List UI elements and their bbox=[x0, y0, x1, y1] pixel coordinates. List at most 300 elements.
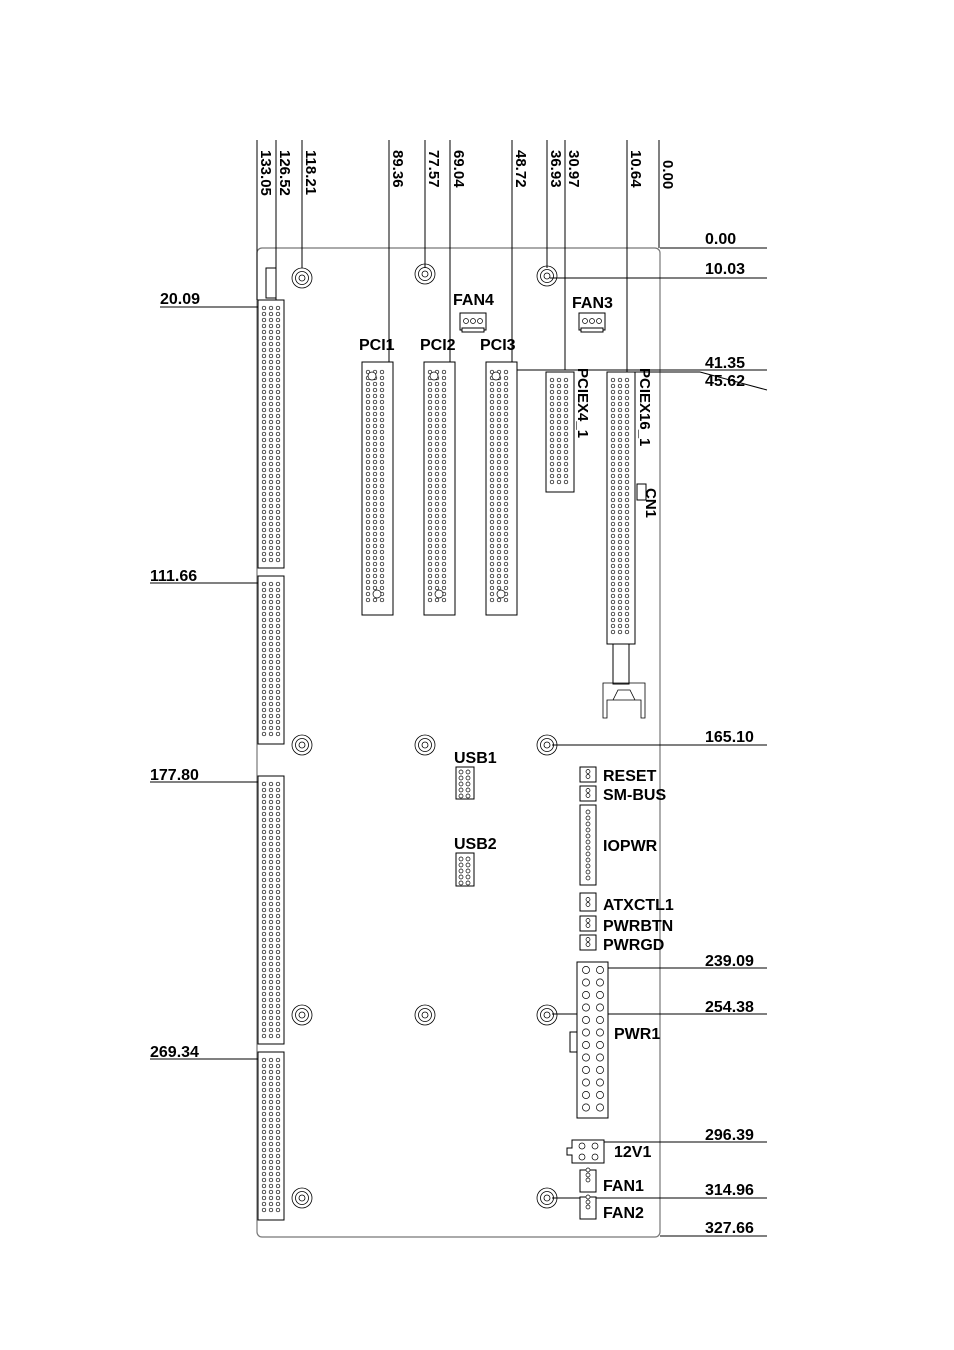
pciex16-pin bbox=[625, 582, 629, 586]
edge-pin bbox=[262, 336, 266, 340]
edge-pin bbox=[269, 426, 273, 430]
pci2-pin bbox=[442, 418, 446, 422]
usb1-pin bbox=[459, 782, 463, 786]
pci3-pin bbox=[490, 406, 494, 410]
label-smbus: SM-BUS bbox=[603, 787, 667, 804]
pci2-pin bbox=[442, 544, 446, 548]
pci1-pin bbox=[373, 520, 377, 524]
pci1-pin bbox=[373, 382, 377, 386]
dim-r-296-39: 296.39 bbox=[705, 1127, 754, 1144]
edge-pin bbox=[269, 558, 273, 562]
edge-pin bbox=[269, 968, 273, 972]
pci2-pin bbox=[435, 430, 439, 434]
pci2-pin bbox=[442, 400, 446, 404]
edge-pin bbox=[276, 582, 280, 586]
pci2-pin bbox=[428, 580, 432, 584]
edge-pin bbox=[269, 1058, 273, 1062]
pci2-pin bbox=[435, 394, 439, 398]
edge-pin bbox=[269, 992, 273, 996]
pci2-pin bbox=[442, 436, 446, 440]
pwrbtn-pin bbox=[586, 924, 590, 928]
pci2-pin bbox=[442, 568, 446, 572]
edge-pin bbox=[262, 1112, 266, 1116]
edge-pin bbox=[276, 468, 280, 472]
pciex16-pin bbox=[625, 402, 629, 406]
edge-pin bbox=[269, 1154, 273, 1158]
edge-pin bbox=[262, 438, 266, 442]
pci3-pin bbox=[504, 454, 508, 458]
mounting-hole-inner bbox=[296, 1192, 309, 1205]
pci1-pin-key bbox=[373, 590, 381, 598]
usb2-pin bbox=[459, 875, 463, 879]
usb1-pin bbox=[459, 794, 463, 798]
pci2-pin bbox=[442, 424, 446, 428]
edge-pin bbox=[262, 1010, 266, 1014]
edge-pin bbox=[269, 636, 273, 640]
pci3-pin bbox=[497, 400, 501, 404]
edge-pin bbox=[269, 794, 273, 798]
pci3-pin bbox=[504, 556, 508, 560]
pci2-pin bbox=[435, 436, 439, 440]
edge-pin bbox=[262, 540, 266, 544]
v12-pin bbox=[579, 1143, 585, 1149]
pci1-pin bbox=[366, 448, 370, 452]
pciex16-pin bbox=[625, 612, 629, 616]
pciex16-pin bbox=[625, 624, 629, 628]
edge-pin bbox=[262, 1094, 266, 1098]
pci3-pin bbox=[504, 472, 508, 476]
edge-pin bbox=[269, 684, 273, 688]
edge-pin bbox=[269, 402, 273, 406]
pci2-pin bbox=[435, 478, 439, 482]
edge-pin bbox=[269, 384, 273, 388]
edge-pin bbox=[276, 654, 280, 658]
edge-pin bbox=[269, 1010, 273, 1014]
pci1-pin bbox=[366, 394, 370, 398]
edge-pin bbox=[269, 366, 273, 370]
edge-pin bbox=[262, 306, 266, 310]
edge-pin bbox=[262, 732, 266, 736]
edge-pin bbox=[269, 690, 273, 694]
edge-pin bbox=[262, 414, 266, 418]
pci3-pin bbox=[490, 508, 494, 512]
left-dimension-labels bbox=[150, 291, 200, 1061]
pci3-pin bbox=[504, 442, 508, 446]
pciex16-pin bbox=[618, 624, 622, 628]
pci2-pin bbox=[442, 478, 446, 482]
pci2-pin bbox=[435, 574, 439, 578]
pci1-pin bbox=[373, 490, 377, 494]
edge-pin bbox=[262, 708, 266, 712]
edge-pin bbox=[269, 926, 273, 930]
pci3-pin bbox=[497, 568, 501, 572]
edge-pin bbox=[269, 708, 273, 712]
reset-pin bbox=[586, 775, 590, 779]
edge-pin bbox=[262, 1076, 266, 1080]
pciex4-pin bbox=[564, 414, 568, 418]
edge-pin bbox=[269, 582, 273, 586]
pci2-pin bbox=[435, 400, 439, 404]
edge-pin bbox=[276, 420, 280, 424]
iopwr-pin bbox=[586, 858, 590, 862]
pci3-pin bbox=[490, 460, 494, 464]
pci1-pin bbox=[380, 412, 384, 416]
edge-pin bbox=[262, 1190, 266, 1194]
pci3-pin bbox=[504, 436, 508, 440]
pwr1-pin bbox=[596, 966, 603, 973]
mounting-hole-center bbox=[422, 271, 428, 277]
edge-pin bbox=[262, 342, 266, 346]
edge-pin bbox=[262, 1208, 266, 1212]
pci1-pin bbox=[373, 466, 377, 470]
edge-pin bbox=[262, 1166, 266, 1170]
pci2-pin bbox=[442, 574, 446, 578]
mounting-hole-inner bbox=[296, 739, 309, 752]
label-pciex16: PCIEX16_1 bbox=[636, 368, 653, 447]
edge-pin bbox=[276, 830, 280, 834]
edge-pin bbox=[269, 1208, 273, 1212]
dim-r-10-03: 10.03 bbox=[705, 261, 746, 278]
edge-pin bbox=[269, 974, 273, 978]
iopwr-pin bbox=[586, 822, 590, 826]
dim-r-0-00: 0.00 bbox=[705, 231, 737, 248]
edge-pin bbox=[269, 932, 273, 936]
pciex16-pin bbox=[625, 462, 629, 466]
pciex4-pin bbox=[557, 420, 561, 424]
edge-pin bbox=[276, 1124, 280, 1128]
edge-pin bbox=[269, 660, 273, 664]
edge-pin bbox=[262, 450, 266, 454]
pciex16-pin bbox=[618, 630, 622, 634]
edge-pin bbox=[276, 516, 280, 520]
pci1-pin bbox=[380, 568, 384, 572]
edge-pin bbox=[269, 1166, 273, 1170]
edge-pin bbox=[262, 1070, 266, 1074]
pci3-pin bbox=[490, 562, 494, 566]
edge-pin bbox=[276, 432, 280, 436]
pci1-pin bbox=[380, 574, 384, 578]
edge-pin bbox=[269, 1004, 273, 1008]
pci1-pin bbox=[373, 436, 377, 440]
edge-pin bbox=[269, 492, 273, 496]
edge-pin bbox=[262, 330, 266, 334]
pci2-pin bbox=[442, 598, 446, 602]
edge-pin bbox=[276, 672, 280, 676]
pci2-pin bbox=[435, 532, 439, 536]
edge-pin bbox=[276, 528, 280, 532]
pci2-pin bbox=[428, 508, 432, 512]
atxctl1-header bbox=[580, 893, 596, 911]
pciex16-pin bbox=[625, 468, 629, 472]
pci3-pin bbox=[497, 508, 501, 512]
pwr1-pin bbox=[596, 979, 603, 986]
pci2-pin bbox=[428, 556, 432, 560]
pci2-pin bbox=[428, 496, 432, 500]
edge-pin bbox=[276, 684, 280, 688]
edge-pin bbox=[276, 998, 280, 1002]
pciex16-pin bbox=[618, 480, 622, 484]
pciex16-pin bbox=[618, 612, 622, 616]
edge-pin bbox=[262, 1022, 266, 1026]
edge-pin bbox=[262, 474, 266, 478]
pciex4-pin bbox=[564, 402, 568, 406]
pci2-pin bbox=[435, 568, 439, 572]
pciex16-pin bbox=[625, 534, 629, 538]
edge-pin bbox=[276, 546, 280, 550]
pci2-pin bbox=[428, 568, 432, 572]
pci1-pin bbox=[373, 508, 377, 512]
edge-pin bbox=[276, 486, 280, 490]
edge-pin bbox=[262, 642, 266, 646]
pciex16-pin bbox=[618, 570, 622, 574]
usb1-pin bbox=[466, 776, 470, 780]
edge-pin bbox=[269, 938, 273, 942]
pci2-pin bbox=[442, 466, 446, 470]
pciex16-pin bbox=[625, 486, 629, 490]
pci3-pin bbox=[490, 436, 494, 440]
pciex4-pin bbox=[557, 462, 561, 466]
edge-pin bbox=[262, 408, 266, 412]
edge-pin bbox=[269, 896, 273, 900]
pci1-pin bbox=[366, 382, 370, 386]
pci1-pin bbox=[380, 544, 384, 548]
pci1-pin bbox=[366, 400, 370, 404]
reset-pin bbox=[586, 770, 590, 774]
fan4-pin bbox=[471, 319, 476, 324]
edge-pin bbox=[262, 914, 266, 918]
pciex16-pin bbox=[611, 582, 615, 586]
edge-pin bbox=[262, 968, 266, 972]
edge-pin bbox=[262, 824, 266, 828]
pciex16-pin bbox=[625, 594, 629, 598]
pci3-pin bbox=[504, 412, 508, 416]
pci3-pin bbox=[497, 424, 501, 428]
pci2-pin bbox=[428, 544, 432, 548]
pciex16-pin bbox=[618, 432, 622, 436]
edge-pin bbox=[276, 1160, 280, 1164]
edge-pin bbox=[276, 636, 280, 640]
pci3-pin bbox=[490, 472, 494, 476]
edge-pin bbox=[269, 1112, 273, 1116]
pci1-pin bbox=[366, 538, 370, 542]
pci2-pin bbox=[428, 388, 432, 392]
mounting-hole-center bbox=[544, 1012, 550, 1018]
label-pci1: PCI1 bbox=[359, 337, 395, 354]
pciex16-pin bbox=[618, 600, 622, 604]
edge-pin bbox=[262, 498, 266, 502]
edge-pin bbox=[269, 1142, 273, 1146]
edge-pin bbox=[262, 956, 266, 960]
pci3-pin bbox=[497, 526, 501, 530]
label-pwr1: PWR1 bbox=[614, 1026, 661, 1043]
edge-pin bbox=[276, 330, 280, 334]
pci3-pin bbox=[504, 406, 508, 410]
pci3-pin bbox=[490, 454, 494, 458]
edge-pin bbox=[262, 594, 266, 598]
edge-pin bbox=[276, 1208, 280, 1212]
pci2-pin bbox=[428, 532, 432, 536]
pwr1-pin bbox=[596, 1016, 603, 1023]
edge-pin bbox=[276, 1022, 280, 1026]
pci2-pin bbox=[435, 544, 439, 548]
pci2-pin bbox=[442, 550, 446, 554]
edge-pin bbox=[262, 818, 266, 822]
pci1-pin bbox=[380, 376, 384, 380]
pci3-pin bbox=[497, 388, 501, 392]
label-reset: RESET bbox=[603, 768, 657, 785]
edge-pin bbox=[262, 654, 266, 658]
pci3-pin bbox=[497, 520, 501, 524]
pciex4-pin bbox=[557, 480, 561, 484]
edge-pin bbox=[269, 552, 273, 556]
edge-pin bbox=[269, 408, 273, 412]
pci2-pin bbox=[435, 466, 439, 470]
edge-pin bbox=[276, 726, 280, 730]
pciex4-pin bbox=[557, 438, 561, 442]
mounting-hole-center bbox=[299, 1195, 305, 1201]
pci2-pin bbox=[428, 394, 432, 398]
pci1-pin bbox=[380, 388, 384, 392]
edge-pin bbox=[262, 318, 266, 322]
pci2-pin bbox=[442, 520, 446, 524]
pciex16-pin bbox=[618, 486, 622, 490]
pci2-pin bbox=[435, 598, 439, 602]
edge-pin bbox=[269, 812, 273, 816]
pci2-pin bbox=[442, 484, 446, 488]
edge-pin bbox=[269, 842, 273, 846]
pci1-pin bbox=[373, 448, 377, 452]
edge-pin bbox=[269, 414, 273, 418]
edge-pin bbox=[276, 552, 280, 556]
usb1-pin bbox=[466, 770, 470, 774]
pciex16-pin bbox=[625, 480, 629, 484]
dim-126-52: 126.52 bbox=[276, 150, 293, 196]
pciex16-pin bbox=[618, 594, 622, 598]
pciex16-pin bbox=[625, 504, 629, 508]
pci2-pin bbox=[428, 412, 432, 416]
pci1-pin bbox=[366, 430, 370, 434]
edge-pin bbox=[276, 714, 280, 718]
edge-pin bbox=[269, 720, 273, 724]
pci1-pin bbox=[366, 496, 370, 500]
pci1-pin bbox=[366, 478, 370, 482]
edge-pin bbox=[276, 788, 280, 792]
pci3-pin bbox=[497, 496, 501, 500]
edge-pin bbox=[262, 324, 266, 328]
pci3-pin bbox=[504, 484, 508, 488]
pciex16-pin bbox=[618, 390, 622, 394]
edge-pin bbox=[262, 872, 266, 876]
pciex16-pin bbox=[625, 498, 629, 502]
pciex16-pin bbox=[611, 426, 615, 430]
pciex16-pin bbox=[625, 426, 629, 430]
pciex16-pin bbox=[611, 408, 615, 412]
pci1-pin bbox=[373, 418, 377, 422]
edge-pin bbox=[269, 354, 273, 358]
edge-pin bbox=[276, 1004, 280, 1008]
edge-pin bbox=[269, 914, 273, 918]
pciex4-pin bbox=[564, 408, 568, 412]
edge-pin bbox=[269, 372, 273, 376]
mounting-hole-inner bbox=[541, 1192, 554, 1205]
pci2-pin bbox=[435, 508, 439, 512]
edge-pin bbox=[276, 842, 280, 846]
edge-pin bbox=[262, 606, 266, 610]
pci2-pin bbox=[428, 598, 432, 602]
pci1-pin bbox=[380, 550, 384, 554]
pci1-pin bbox=[366, 592, 370, 596]
edge-pin bbox=[269, 1124, 273, 1128]
edge-pin bbox=[262, 648, 266, 652]
edge-pin bbox=[262, 866, 266, 870]
pci3-pin bbox=[504, 520, 508, 524]
pci3-pin bbox=[490, 442, 494, 446]
edge-pin bbox=[262, 720, 266, 724]
mounting-hole-inner bbox=[419, 739, 432, 752]
pci2-pin bbox=[442, 388, 446, 392]
mounting-hole bbox=[415, 735, 435, 755]
edge-pin bbox=[269, 642, 273, 646]
pci2-pin bbox=[435, 520, 439, 524]
edge-pin bbox=[276, 1076, 280, 1080]
pciex16-pin bbox=[625, 516, 629, 520]
edge-pin bbox=[262, 510, 266, 514]
edge-pin bbox=[269, 342, 273, 346]
pci3-pin bbox=[497, 406, 501, 410]
edge-pin bbox=[269, 920, 273, 924]
mounting-hole-inner bbox=[419, 268, 432, 281]
edge-pin bbox=[269, 1070, 273, 1074]
mounting-hole-inner bbox=[541, 270, 554, 283]
pciex16-pin bbox=[618, 414, 622, 418]
edge-pin bbox=[262, 1178, 266, 1182]
pci2-pin bbox=[442, 562, 446, 566]
pci2-pin bbox=[435, 490, 439, 494]
pci1-pin bbox=[366, 562, 370, 566]
pciex16-pin bbox=[625, 540, 629, 544]
pci1-pin bbox=[380, 466, 384, 470]
edge-pin bbox=[262, 806, 266, 810]
edge-pin bbox=[262, 884, 266, 888]
iopwr-pin bbox=[586, 870, 590, 874]
edge-pin bbox=[262, 354, 266, 358]
pci2-pin bbox=[428, 484, 432, 488]
edge-pin bbox=[269, 312, 273, 316]
pci3-pin bbox=[504, 508, 508, 512]
edge-pin bbox=[276, 612, 280, 616]
edge-pin bbox=[269, 726, 273, 730]
dim-69-04: 69.04 bbox=[450, 150, 467, 188]
pciex16-pin bbox=[611, 414, 615, 418]
dim-l-20-09: 20.09 bbox=[160, 291, 201, 308]
fan2-pin bbox=[586, 1200, 590, 1204]
edge-pin bbox=[262, 480, 266, 484]
edge-pin bbox=[276, 438, 280, 442]
pci1-pin bbox=[380, 478, 384, 482]
edge-pin bbox=[276, 462, 280, 466]
pci3-pin bbox=[504, 400, 508, 404]
fan1-pin bbox=[586, 1168, 590, 1172]
edge-pin bbox=[276, 884, 280, 888]
edge-pin bbox=[262, 504, 266, 508]
edge-pin bbox=[276, 878, 280, 882]
usb-headers bbox=[456, 767, 474, 886]
edge-pin bbox=[262, 980, 266, 984]
edge-pin bbox=[269, 1106, 273, 1110]
edge-pin bbox=[269, 678, 273, 682]
pci2-pin bbox=[435, 442, 439, 446]
pci3-pin bbox=[504, 496, 508, 500]
